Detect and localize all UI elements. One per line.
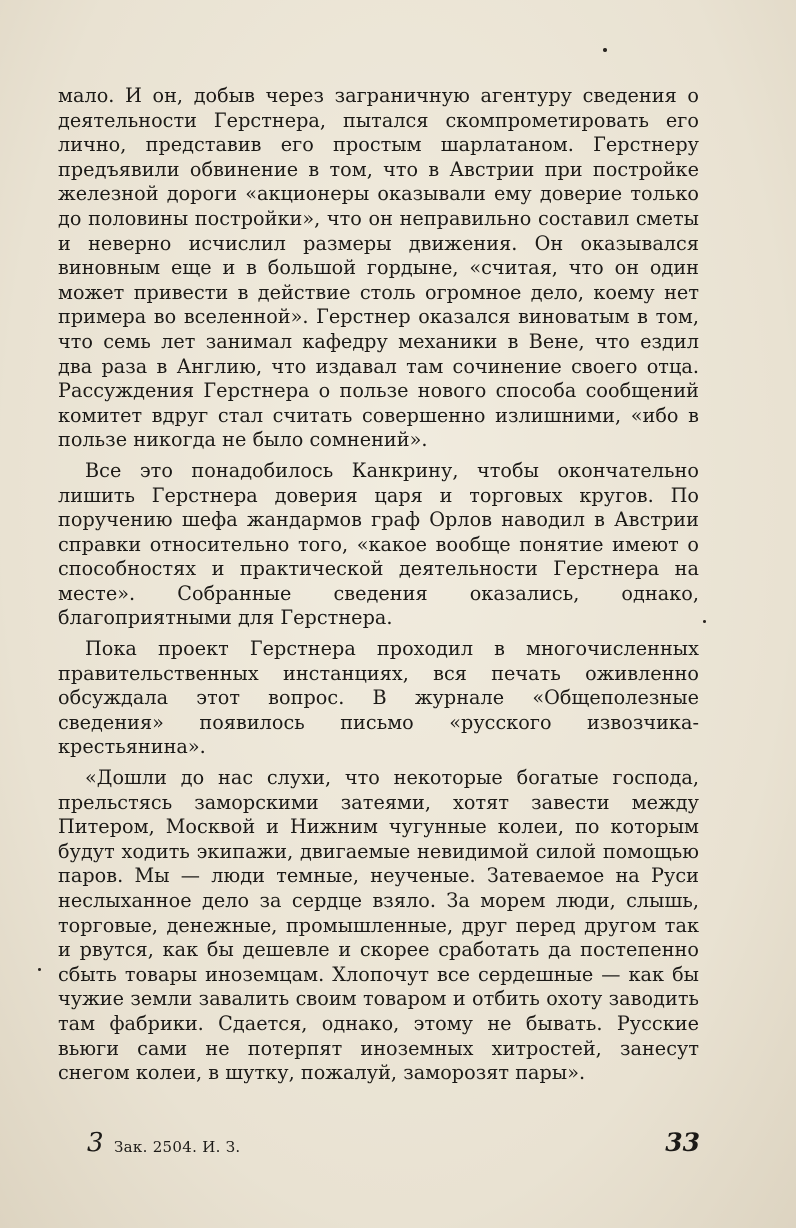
paragraph-3: Пока проект Герстнера проходил в многочисленных правительственных инстанциях, вся печать оживленно обсуждала этот вопрос. В журнале «Общеполезные сведения» появилось письмо «русского извозчика-крестьянина». [58,637,699,759]
main-text [58,84,699,1086]
signature-number: 3 [87,1128,104,1158]
paragraph-1: мало. И он, добыв через заграничную агентуру сведения о деятельности Герстнера, пытался скомпрометировать его лично, представив его простым шарлатаном. Герстнеру предъявили обвинение в том, что в Австрии при постройке железной дороги «акционеры оказывали ему доверие только до половины постройки», что он неправильно составил сметы и неверно исчислил размеры движения. Он оказывался виновным еще и в большой гордыне, «считая, что он один может привести в действие столь огромное дело, коему нет примера во вселенной». Герстнер оказался виноватым в том, что семь лет занимал кафедру механики в Вене, что ездил два раза в Англию, что издавал там сочинение своего отца. Рассуждения Герстнера о пользе нового способа сообщений комитет вдруг стал считать совершенно излишними, «ибо в пользе никогда не было сомнений». [58,84,699,452]
paragraph-2: Все это понадобилось Канкрину, чтобы окончательно лишить Герстнера доверия царя и торговых кругов. По поручению шефа жандармов граф Орлов наводил в Австрии справки относительно того, «какое вообще понятие имеют о способностях и практической деятельности Герстнера на месте». Собранные сведения оказались, однако, благоприятными для Герстнера. [58,458,699,630]
print-speck [603,48,607,52]
paragraph-4-quote: «Дошли до нас слухи, что некоторые богатые господа, прельстясь заморскими затеями, хотят завести между Питером, Москвой и Нижним чугунные колеи, по которым будут ходить экипажи, двигаемые невидимой силой помощью паров. Мы — люди темные, неученые. Затеваемое на Руси неслыханное дело за сердце взяло. За морем люди, слышь, торговые, денежные, промышленные, друг перед другом так и рвутся, как бы дешевле и скорее сработать да постепенно сбыть товары иноземцам. Хлопочут все сердешные — как бы чужие земли завалить своим товаром и отбить охоту заводить там фабрики. Сдается, однако, этому не бывать. Русские вьюги сами не потерпят иноземных хитростей, занесут снегом колеи, в шутку, пожалуй, заморозят пары». [58,766,699,1085]
print-speck [38,968,41,971]
page-footer [87,1128,700,1164]
page-number: 33 [665,1128,700,1157]
signature-info: Зак. 2504. И. З. [114,1138,241,1156]
print-speck [703,620,706,623]
